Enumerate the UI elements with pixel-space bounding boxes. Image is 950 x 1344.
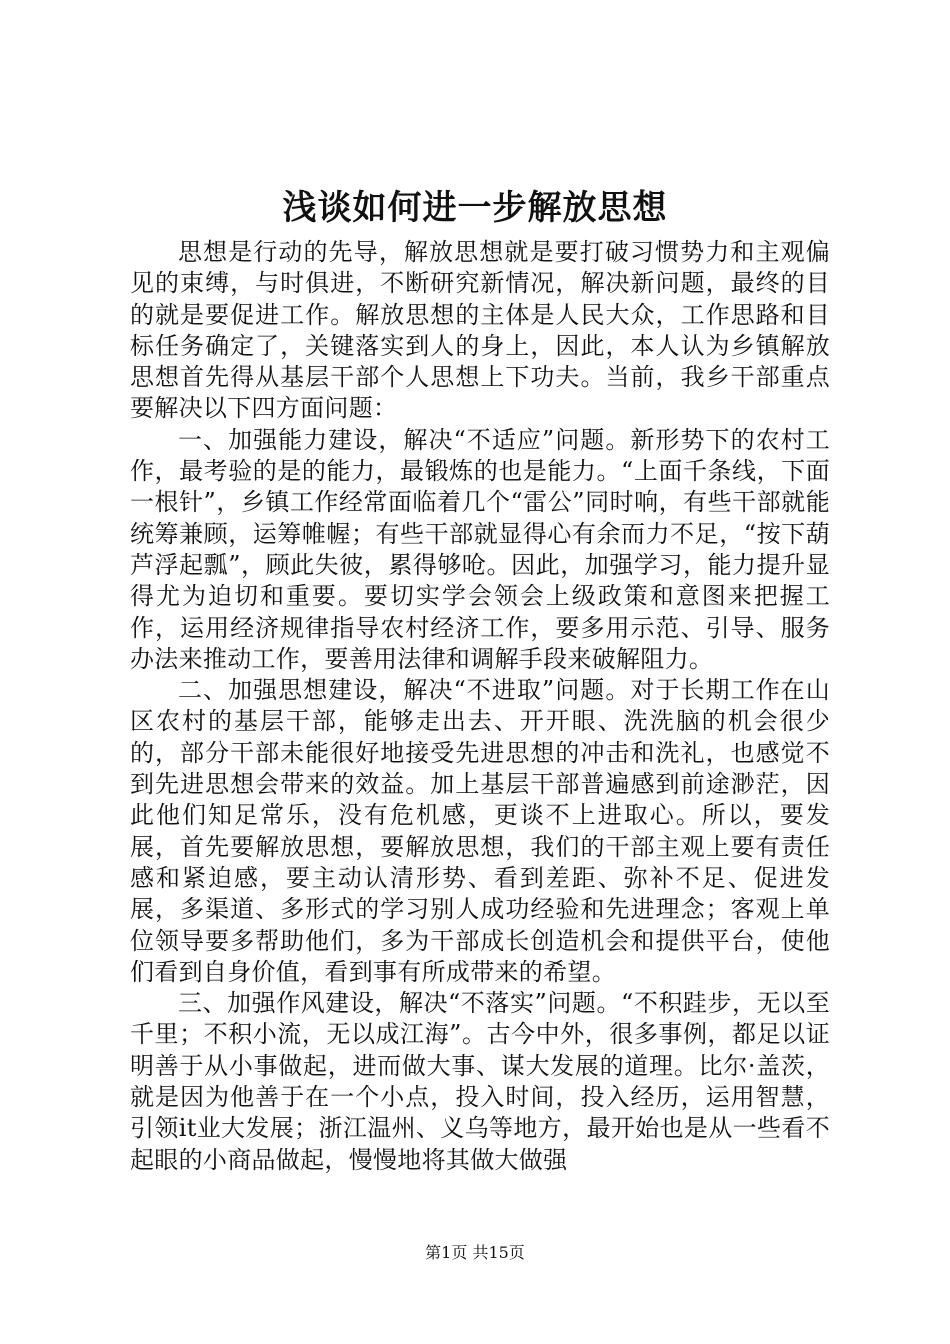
paragraph-section-1: 一、加强能力建设，解决“不适应”问题。新形势下的农村工作，最考验的是的能力，最锻炼的也是能力。“上面千条线，下面一根针”，乡镇工作经常面临着几个“雷公”同时响，有些干部就能统筹兼顾，运筹帷幄；有些干部就显得心有余而力不足，“按下葫芦浮起瓢”，顾此失彼，累得够呛。因此，加强学习，能力提升显得尤为迫切和重要。要切实学会领会上级政策和意图来把握工作，运用经济规律指导农村经济工作，要多用示范、引导、服务办法来推动工作，要善用法律和调解手段来破解阻力。 — [130, 425, 830, 673]
document-title: 浅谈如何进一步解放思想 — [282, 188, 668, 228]
page-number-footer: 第1页 共15页 — [425, 1243, 525, 1262]
paragraph-section-2: 二、加强思想建设，解决“不进取”问题。对于长期工作在山区农村的基层干部，能够走出去、开开眼、洗洗脑的机会很少的，部分干部未能很好地接受先进思想的冲击和洗礼，也感觉不到先进思想会带来的效益。加上基层干部普遍感到前途渺茫，因此他们知足常乐，没有危机感，更谈不上进取心。所以，要发展，首先要解放思想，要解放思想，我们的干部主观上要有责任感和紧迫感，要主动认清形势、看到差距、弥补不足、促进发展，多渠道、多形式的学习别人成功经验和先进理念；客观上单位领导要多帮助他们，多为干部成长创造机会和提供平台，使他们看到自身价值，看到事有所成带来的希望。 — [130, 676, 830, 986]
document-body — [130, 237, 830, 1176]
paragraph-intro: 思想是行动的先导，解放思想就是要打破习惯势力和主观偏见的束缚，与时俱进，不断研究新情况，解决新问题，最终的目的就是要促进工作。解放思想的主体是人民大众，工作思路和目标任务确定了，关键落实到人的身上，因此，本人认为乡镇解放思想首先得从基层干部个人思想上下功夫。当前，我乡干部重点要解决以下四方面问题： — [130, 238, 830, 423]
paragraph-section-3: 三、加强作风建设，解决“不落实”问题。“不积跬步，无以至千里；不积小流，无以成江海”。古今中外，很多事例，都足以证明善于从小事做起，进而做大事、谋大发展的道理。比尔·盖茨，就是因为他善于在一个小点，投入时间，投入经历，运用智慧，引领it业大发展；浙江温州、义乌等地方，最开始也是从一些看不起眼的小商品做起，慢慢地将其做大做强 — [130, 989, 830, 1174]
